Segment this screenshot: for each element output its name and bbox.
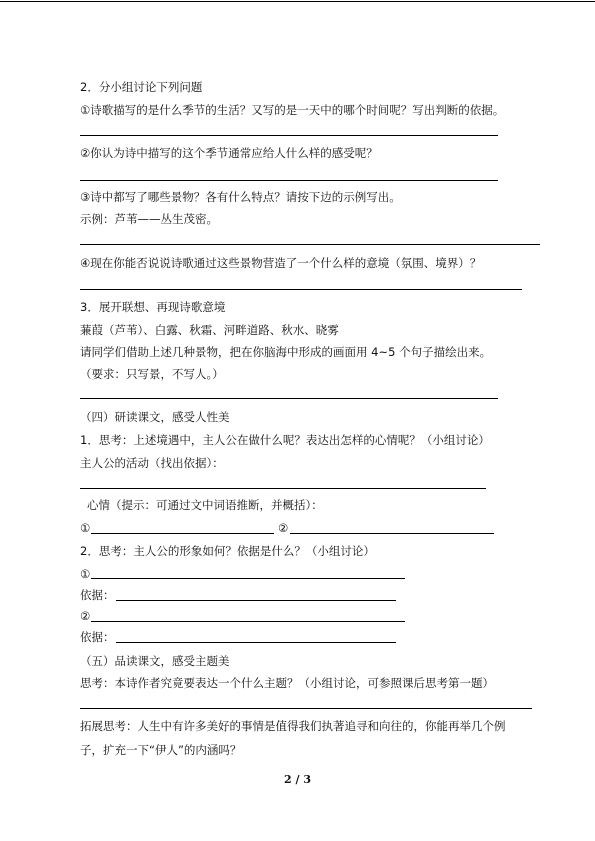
basis-blank-1 bbox=[116, 600, 396, 601]
question-3-requirement: （要求：只写景，不写人。） bbox=[80, 367, 224, 381]
mood-prompt: 心情（提示：可通过文中词语推断，并概括）： bbox=[87, 498, 323, 512]
image-blank-1-marker: ① bbox=[80, 567, 91, 581]
answer-line bbox=[80, 180, 498, 181]
page-number: 2 / 3 bbox=[284, 773, 311, 786]
scenery-list: 蒹葭（芦苇）、白露、秋霜、河畔道路、秋水、晓雾 bbox=[80, 323, 339, 337]
image-blank-2 bbox=[91, 621, 405, 622]
extension-line-2: 子，扩充一下“伊人”的内涵吗？ bbox=[80, 743, 242, 757]
image-blank-2-marker: ② bbox=[80, 609, 91, 623]
section-4-heading: （四）研读课文，感受人性美 bbox=[80, 410, 230, 424]
answer-line bbox=[80, 708, 532, 709]
page-top-border bbox=[0, 1, 595, 2]
question-3-task: 请同学们借助上述几种景物，把在你脑海中形成的画面用 4~5 个句子描绘出来。 bbox=[80, 345, 492, 359]
basis-blank-2 bbox=[116, 642, 396, 643]
example-line: 示例：芦苇——丛生茂密。 bbox=[80, 212, 218, 226]
image-blank-1 bbox=[91, 578, 405, 579]
answer-line bbox=[80, 135, 498, 136]
answer-line bbox=[80, 398, 498, 399]
mood-blank-2 bbox=[290, 533, 494, 534]
mood-blank-2-marker: ② bbox=[278, 521, 289, 535]
section-5-heading: （五）品读课文，感受主题美 bbox=[80, 654, 230, 668]
mood-blank-1-marker: ① bbox=[80, 521, 91, 535]
question-2-2: ②你认为诗中描写的这个季节通常应给人什么样的感受呢？ bbox=[80, 146, 378, 160]
extension-line-1: 拓展思考：人生中有许多美好的事情是值得我们执著追寻和向往的，你能再举几个例 bbox=[80, 719, 506, 733]
activity-prompt: 主人公的活动（找出依据）： bbox=[80, 456, 224, 470]
section-5-question: 思考：本诗作者究竟要表达一个什么主题？（小组讨论，可参照课后思考第一题） bbox=[80, 676, 494, 690]
question-2-1: ①诗歌描写的是什么季节的生活？又写的是一天中的哪个时间呢？写出判断的依据。 bbox=[80, 103, 505, 117]
basis-label-2: 依据： bbox=[80, 630, 115, 644]
section-4-question-2: 2．思考：主人公的形象如何？依据是什么？（小组讨论） bbox=[80, 544, 375, 558]
question-2-3: ③诗中都写了哪些景物？各有什么特点？请按下边的示例写出。 bbox=[80, 190, 401, 204]
question-2-title: 2．分小组讨论下列问题 bbox=[80, 80, 203, 94]
question-2-4: ④现在你能否说说诗歌通过这些景物营造了一个什么样的意境（氛围、境界）？ bbox=[80, 256, 482, 270]
basis-label-1: 依据： bbox=[80, 588, 115, 602]
mood-blank-1 bbox=[91, 533, 274, 534]
question-3-title: 3．展开联想、再现诗歌意境 bbox=[80, 300, 226, 314]
section-4-question-1: 1．思考：上述境遇中，主人公在做什么呢？表达出怎样的心情呢？（小组讨论） bbox=[80, 433, 490, 447]
answer-line bbox=[80, 488, 486, 489]
answer-line bbox=[80, 244, 540, 245]
answer-line bbox=[80, 289, 522, 290]
